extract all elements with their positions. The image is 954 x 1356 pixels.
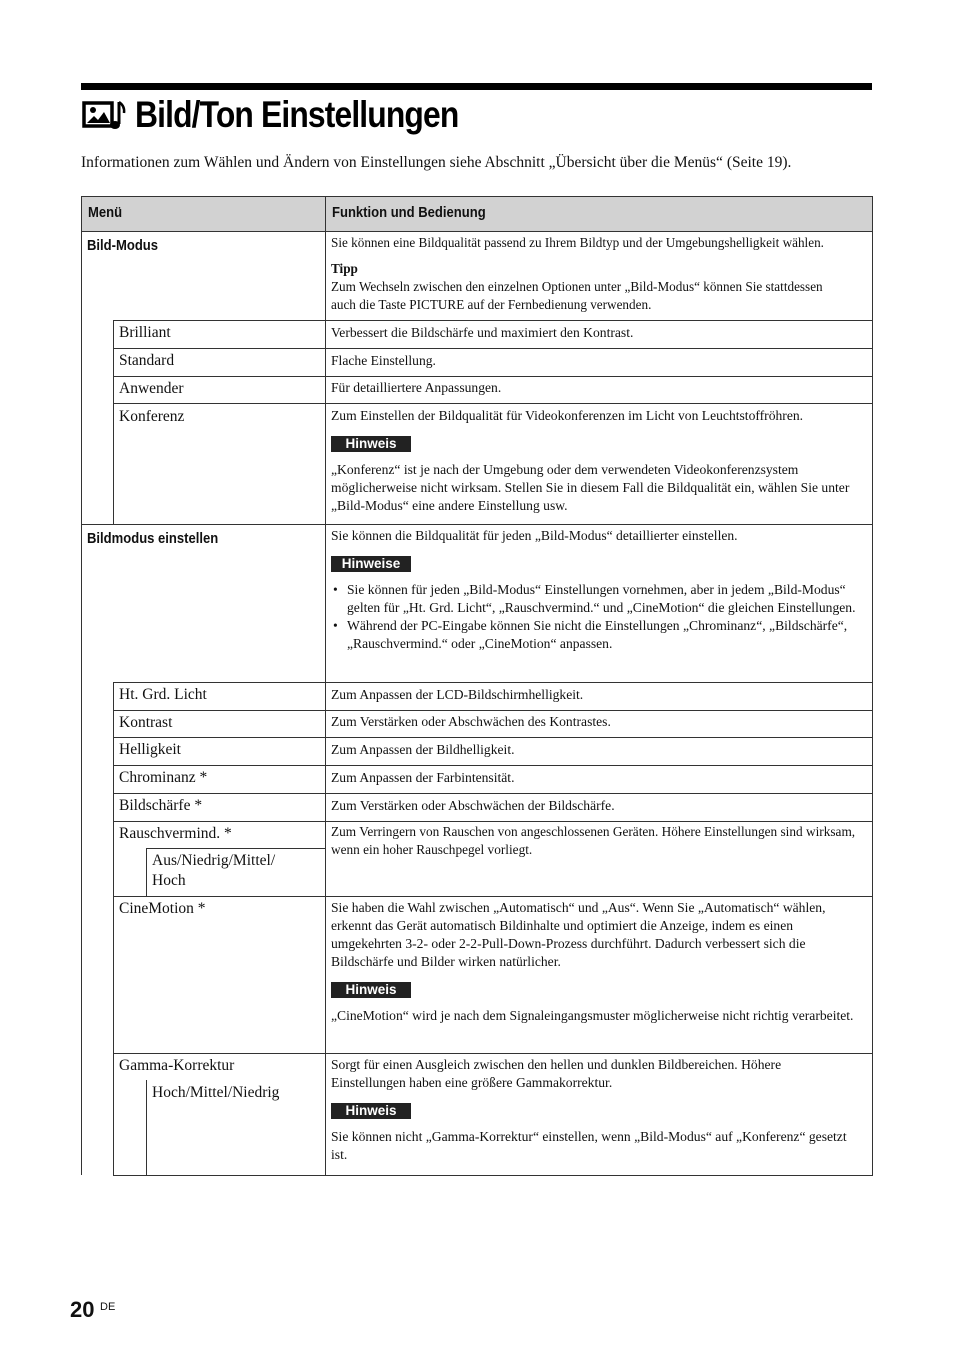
setting-label: Helligkeit [119, 741, 181, 758]
header-menu: Menü [88, 205, 123, 221]
setting-desc: Zum Anpassen der Farbintensität. [331, 770, 515, 785]
setting-desc: Zum Verstärken oder Abschwächen der Bildschärfe. [331, 798, 615, 813]
konferenz-note: „Konferenz“ ist je nach der Umgebung oder dem verwendeten Videokonferenzsystem möglicherweise nicht wirksam. Stellen Sie in diesem Fall die Bildqualität ein, wählen Sie unter „Bild-Modus“ eine andere Einstellung usw. [331, 462, 850, 513]
title-text: Bild/Ton Einstellungen [135, 94, 459, 135]
bild-modus-desc [331, 234, 869, 314]
gamma-option: Hoch/Mittel/Niedrig [152, 1084, 280, 1101]
note-badge: Hinweis [331, 436, 411, 452]
page-number: 20 [70, 1297, 95, 1322]
setting-label: Chrominanz * [119, 769, 208, 786]
setting-label: Bildschärfe * [119, 797, 203, 814]
mode-desc: Für detailliertere Anpassungen. [331, 380, 502, 395]
list-item: • Sie können für jeden „Bild-Modus“ Einstellungen vornehmen, aber in jedem „Bild-Modus“ gelten für „Ht. Grd. Licht“, „Rauschvermind.“ und „CineMotion“ die gleichen Einstellungen. [331, 581, 859, 617]
bildmodus-einstellen-desc [331, 527, 869, 653]
konferenz-desc [331, 407, 869, 515]
title-rule [81, 83, 872, 90]
table-header [81, 196, 873, 232]
note-badge: Hinweis [331, 1103, 411, 1119]
tip-title: Tipp [331, 261, 358, 276]
gamma-label: Gamma-Korrektur [119, 1057, 235, 1074]
cinemotion-desc [331, 899, 869, 1025]
table-right-border [872, 231, 873, 1176]
cinemotion-note: „CineMotion“ wird je nach dem Signaleingangsmuster möglicherweise nicht richtig verarbeitet. [331, 1008, 854, 1023]
setting-desc: Zum Verstärken oder Abschwächen des Kontrastes. [331, 714, 611, 729]
setting-label: Ht. Grd. Licht [119, 686, 207, 703]
list-item: • Während der PC-Eingabe können Sie nicht die Einstellungen „Chrominanz“, „Bildschärfe“, „Rauschvermind.“ oder „CineMotion“ anpassen. [331, 617, 859, 653]
rausch-option: Aus/Niedrig/Mittel/ [152, 852, 276, 869]
mode-label: Brilliant [119, 324, 171, 341]
rausch-desc: Zum Verringern von Rauschen von angeschlossenen Geräten. Höhere Einstellungen sind wirksam, wenn ein hoher Rauschpegel vorliegt. [331, 824, 856, 857]
header-function: Funktion und Bedienung [332, 205, 486, 221]
setting-desc: Zum Anpassen der Bildhelligkeit. [331, 742, 515, 757]
intro-text: Informationen zum Wählen und Ändern von Einstellungen siehe Abschnitt „Übersicht über die Menüs“ (Seite 19). [81, 154, 792, 171]
cinemotion-label: CineMotion * [119, 900, 206, 917]
mode-desc: Flache Einstellung. [331, 353, 436, 368]
konferenz-text: Zum Einstellen der Bildqualität für Videokonferenzen im Licht von Leuchtstoffröhren. [331, 408, 804, 423]
note-badge: Hinweis [331, 982, 411, 998]
rausch-option: Hoch [152, 872, 186, 889]
notes-badge: Hinweise [331, 556, 411, 572]
indent-line-3 [146, 848, 147, 896]
tip-text: Zum Wechseln zwischen den einzelnen Optionen unter „Bild-Modus“ können Sie stattdessen auch die Taste PICTURE auf der Fernbedienung verwenden. [331, 279, 823, 312]
mode-label: Konferenz [119, 408, 185, 425]
page-title [81, 94, 511, 136]
column-divider [325, 231, 326, 1176]
mode-label: Anwender [119, 380, 184, 397]
gamma-desc [331, 1056, 869, 1164]
indent-line-1 [113, 320, 114, 525]
setting-desc: Zum Anpassen der LCD-Bildschirmhelligkeit. [331, 687, 584, 702]
table-left-border [81, 231, 82, 1175]
mode-label: Standard [119, 352, 175, 369]
setting-label: Kontrast [119, 714, 173, 731]
cinemotion-text: Sie haben die Wahl zwischen „Automatisch“ und „Aus“. Wenn Sie „Automatisch“ wählen, erkennt das Gerät automatisch Bildinhalte und optimiert die Anzeige, indem es einen umgekehrten 3-2- oder 2-2-Pull-Down-Prozess durchführt. Dadurch verbessert sich die Bildschärfe und Bilder wirken natürlicher. [331, 900, 826, 969]
indent-line-2 [113, 682, 114, 1176]
gamma-note: Sie können nicht „Gamma-Korrektur“ einstellen, wenn „Bild-Modus“ auf „Konferenz“ gesetzt ist. [331, 1129, 847, 1162]
gamma-text: Sorgt für einen Ausgleich zwischen den hellen und dunklen Bildbereichen. Höhere Einstellungen haben eine größere Gammakorrektur. [331, 1057, 782, 1090]
picture-sound-icon [81, 96, 127, 134]
bild-modus-text: Sie können eine Bildqualität passend zu Ihrem Bildtyp und der Umgebungshelligkeit wählen. [331, 235, 824, 250]
indent-line-4 [146, 1080, 147, 1176]
rausch-label: Rauschvermind. * [119, 825, 232, 842]
bildmodus-einstellen-text: Sie können die Bildqualität für jeden „Bild-Modus“ detaillierter einstellen. [331, 528, 738, 543]
mode-desc: Verbessert die Bildschärfe und maximiert den Kontrast. [331, 325, 634, 340]
notes-list [331, 581, 869, 653]
page-language: DE [100, 1301, 116, 1313]
section-bild-modus: Bild-Modus [87, 238, 159, 254]
section-bildmodus-einstellen: Bildmodus einstellen [87, 531, 219, 547]
